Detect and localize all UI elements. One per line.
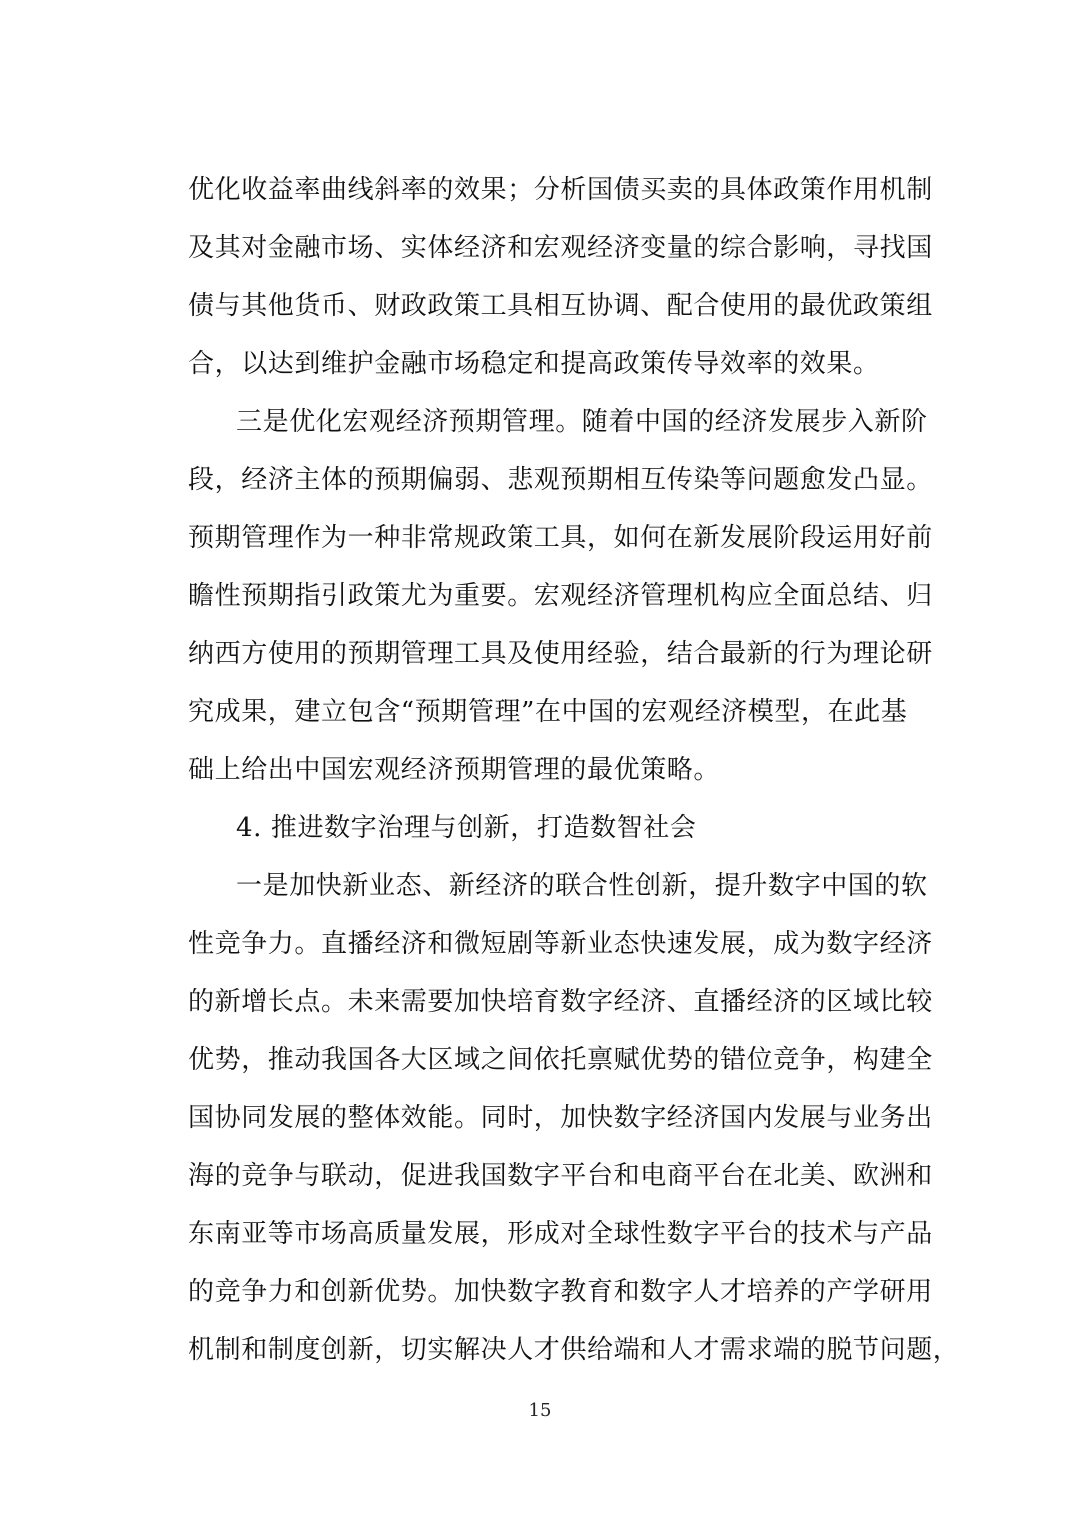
text-line: 瞻性预期指引政策尤为重要。宏观经济管理机构应全面总结、归	[188, 581, 933, 611]
text-line: 础上给出中国宏观经济预期管理的最优策略。	[188, 755, 721, 785]
section-heading: 4. 推进数字治理与创新，打造数智社会	[236, 813, 697, 843]
text-line: 的竞争力和创新优势。加快数字教育和数字人才培养的产学研用	[188, 1277, 933, 1307]
text-line: 机制和制度创新，切实解决人才供给端和人才需求端的脱节问题，	[188, 1335, 960, 1365]
text-line: 究成果，建立包含“预期管理”在中国的宏观经济模型，在此基	[188, 697, 908, 727]
text-line: 预期管理作为一种非常规政策工具，如何在新发展阶段运用好前	[188, 523, 933, 553]
text-line: 国协同发展的整体效能。同时，加快数字经济国内发展与业务出	[188, 1103, 933, 1133]
text-line: 段，经济主体的预期偏弱、悲观预期相互传染等问题愈发凸显。	[188, 465, 933, 495]
text-line: 优势，推动我国各大区域之间依托禀赋优势的错位竞争，构建全	[188, 1045, 933, 1075]
text-line: 优化收益率曲线斜率的效果；分析国债买卖的具体政策作用机制	[188, 175, 933, 205]
text-line: 纳西方使用的预期管理工具及使用经验，结合最新的行为理论研	[188, 639, 933, 669]
paragraph-first-line: 一是加快新业态、新经济的联合性创新，提升数字中国的软	[236, 871, 928, 901]
paragraph-first-line: 三是优化宏观经济预期管理。随着中国的经济发展步入新阶	[236, 407, 928, 437]
text-line: 海的竞争与联动，促进我国数字平台和电商平台在北美、欧洲和	[188, 1161, 933, 1191]
text-line: 性竞争力。直播经济和微短剧等新业态快速发展，成为数字经济	[188, 929, 933, 959]
text-line: 合，以达到维护金融市场稳定和提高政策传导效率的效果。	[188, 349, 880, 379]
text-line: 的新增长点。未来需要加快培育数字经济、直播经济的区域比较	[188, 987, 933, 1017]
text-line: 东南亚等市场高质量发展，形成对全球性数字平台的技术与产品	[188, 1219, 933, 1249]
text-line: 及其对金融市场、实体经济和宏观经济变量的综合影响，寻找国	[188, 233, 933, 263]
page-number: 15	[528, 1400, 552, 1421]
text-line: 债与其他货币、财政政策工具相互协调、配合使用的最优政策组	[188, 291, 933, 321]
